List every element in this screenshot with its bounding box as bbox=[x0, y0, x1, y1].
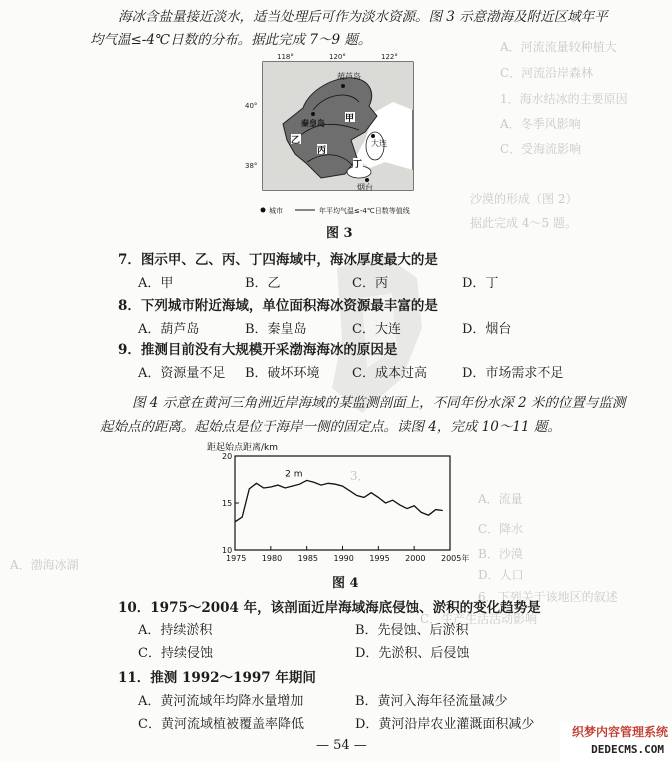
region-label: 乙 bbox=[291, 136, 301, 146]
ghost-line: D．人口 bbox=[478, 568, 524, 582]
ghost-line: 据此完成 4～5 题。 bbox=[470, 216, 577, 230]
lat-label: 38° bbox=[245, 162, 258, 170]
series-line-2m bbox=[235, 480, 443, 521]
ghost-line: 沙漠的形成（图 2） bbox=[470, 192, 578, 206]
figure-4-caption: 图 4 bbox=[332, 576, 359, 591]
lon-label: 118° bbox=[277, 53, 294, 61]
question-8-option-a[interactable]: A．葫芦岛 bbox=[138, 322, 200, 337]
question-11-option-a[interactable]: A．黄河流域年均降水量增加 bbox=[138, 694, 304, 709]
intro-1-line-2: 均气温≤-4℃日数的分布。据此完成 7～9 题。 bbox=[90, 32, 372, 48]
plot-frame bbox=[235, 456, 450, 550]
page-number: — 54 — bbox=[316, 738, 367, 753]
ghost-line: C．受海流影响 bbox=[500, 142, 582, 156]
ghost-line: C．降水 bbox=[478, 522, 524, 536]
y-tick-label: 20 bbox=[222, 452, 233, 461]
x-tick-label: 2000 bbox=[405, 554, 426, 563]
question-10-option-b[interactable]: B．先侵蚀、后淤积 bbox=[355, 623, 469, 638]
legend-isoline-label: 年平均气温≤-4℃日数等值线 bbox=[319, 207, 410, 215]
y-tick-label: 10 bbox=[222, 546, 233, 555]
city-dot bbox=[341, 84, 345, 88]
intro-1-line-1: 海冰含盐量接近淡水，适当处理后可作为淡水资源。图 3 示意渤海及附近区域年平 bbox=[118, 9, 608, 25]
question-7-option-a[interactable]: A．甲 bbox=[138, 276, 174, 291]
city-dot bbox=[311, 112, 315, 116]
ghost-line: 3． bbox=[350, 469, 370, 483]
intro-2-line-1: 图 4 示意在黄河三角洲近岸海域的某监测剖面上，不同年份水深 2 米的位置与监测 bbox=[132, 395, 626, 411]
question-8-option-b[interactable]: B．秦皇岛 bbox=[245, 322, 307, 337]
y-axis-label: 距起始点距离/km bbox=[207, 443, 279, 453]
ghost-line: C．生产生活活动影响 bbox=[420, 612, 538, 626]
lat-label: 40° bbox=[245, 102, 258, 110]
ghost-line: 1．海水结冰的主要原因 bbox=[500, 92, 628, 106]
question-11-option-d[interactable]: D．黄河沿岸农业灌溉面积减少 bbox=[355, 717, 535, 732]
region-label: 甲 bbox=[345, 114, 355, 124]
y-tick-label: 15 bbox=[222, 499, 233, 508]
watermark-url: DEDECMS.COM bbox=[591, 743, 664, 756]
question-9-option-b[interactable]: B．破坏环境 bbox=[245, 366, 320, 381]
question-8-stem: 8．下列城市附近海域，单位面积海冰资源最丰富的是 bbox=[118, 298, 438, 314]
place-label: 葫芦岛 bbox=[337, 72, 361, 81]
x-tick-label: 1980 bbox=[261, 554, 283, 563]
ghost-line: C．河流沿岸森林 bbox=[500, 66, 594, 80]
question-9-stem: 9．推测目前没有大规模开采渤海海冰的原因是 bbox=[118, 342, 398, 358]
chart-axes bbox=[235, 456, 450, 550]
question-7-stem: 7．图示甲、乙、丙、丁四海域中，海冰厚度最大的是 bbox=[118, 252, 438, 268]
intro-paragraph-1 bbox=[118, 6, 658, 29]
question-10-option-d[interactable]: D．先淤积、后侵蚀 bbox=[355, 646, 470, 661]
x-tick-label: 1990 bbox=[333, 554, 354, 563]
region-label: 丁 bbox=[353, 160, 363, 170]
question-11-stem: 11．推测 1992～1997 年期间 bbox=[118, 670, 316, 686]
question-9-option-a[interactable]: A．资源量不足 bbox=[138, 366, 226, 381]
question-7-option-c[interactable]: C．丙 bbox=[352, 276, 388, 291]
ghost-line: B．沙漠 bbox=[478, 547, 523, 561]
x-tick-label: 1975 bbox=[226, 554, 247, 563]
place-label: 大连 bbox=[371, 139, 387, 148]
x-tick-label: 2005年 bbox=[441, 554, 470, 563]
question-11-option-c[interactable]: C．黄河流域植被覆盖率降低 bbox=[138, 717, 304, 732]
x-tick-label: 1995 bbox=[369, 554, 390, 563]
figure-3-map bbox=[225, 50, 455, 220]
x-tick-label: 1985 bbox=[297, 554, 319, 563]
chart-tick-labels bbox=[222, 452, 469, 563]
city-dot bbox=[371, 134, 375, 138]
lon-label: 120° bbox=[329, 53, 346, 61]
place-label: 烟台 bbox=[357, 183, 373, 192]
question-9-option-c[interactable]: C．成本过高 bbox=[352, 366, 427, 381]
series-label: 2 m bbox=[285, 469, 303, 480]
figure-3-caption: 图 3 bbox=[326, 226, 353, 241]
question-8-option-d[interactable]: D．烟台 bbox=[462, 322, 512, 337]
legend-city-dot bbox=[261, 208, 266, 213]
lon-label: 122° bbox=[381, 53, 398, 61]
ghost-line: A．冬季风影响 bbox=[500, 117, 581, 131]
question-7-option-d[interactable]: D．丁 bbox=[462, 276, 499, 291]
figure-4-chart bbox=[195, 438, 475, 570]
question-10-option-c[interactable]: C．持续侵蚀 bbox=[138, 646, 213, 661]
ghost-line: A．河流流量较种植大 bbox=[500, 40, 617, 54]
question-9-option-d[interactable]: D．市场需求不足 bbox=[462, 366, 564, 381]
ghost-line: A．流量 bbox=[478, 492, 523, 506]
question-7-option-b[interactable]: B．乙 bbox=[245, 276, 281, 291]
ghost-line: 6．下列关于该地区的叙述 bbox=[478, 590, 618, 604]
question-8-option-c[interactable]: C．大连 bbox=[352, 322, 401, 337]
question-10-option-a[interactable]: A．持续淤积 bbox=[138, 623, 213, 638]
legend-city-label: 城市 bbox=[269, 207, 283, 215]
region-label: 丙 bbox=[317, 146, 327, 156]
question-11-option-b[interactable]: B．黄河入海年径流量减少 bbox=[355, 694, 508, 709]
watermark-title: 织梦内容管理系统 bbox=[571, 725, 668, 739]
watermark bbox=[560, 722, 672, 762]
place-label: 秦皇岛 bbox=[301, 119, 325, 128]
question-10-stem: 10．1975～2004 年，该剖面近岸海域海底侵蚀、淤积的变化趋势是 bbox=[118, 600, 541, 616]
city-dot bbox=[365, 178, 369, 182]
intro-2-line-2: 起始点的距离。起始点是位于海岸一侧的固定点。读图 4，完成 10～11 题。 bbox=[100, 419, 561, 435]
ghost-line: A．渤海冰湖 bbox=[10, 558, 79, 572]
